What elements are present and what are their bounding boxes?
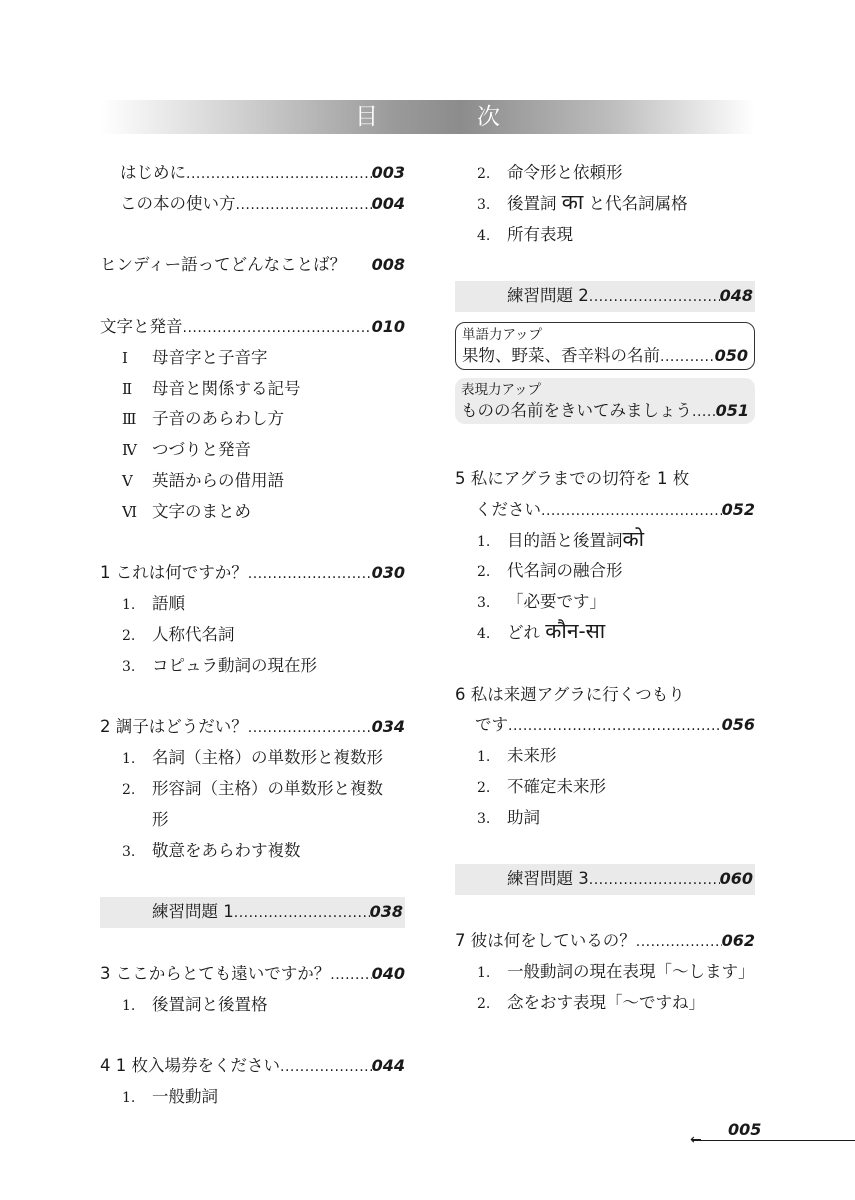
entry-page: 003 xyxy=(371,163,405,182)
toc-entry-moji[interactable] xyxy=(100,312,405,343)
toc-subitem[interactable]: 1. 一般動詞 xyxy=(122,1086,218,1106)
toc-subitem[interactable]: 2. 形容詞（主格）の単数形と複数 xyxy=(122,778,383,798)
page-number: 005 xyxy=(728,1120,762,1139)
toc-entry-chapter-4[interactable] xyxy=(100,1051,405,1082)
toc-subitem[interactable]: 2. 命令形と依頼形 xyxy=(477,163,623,182)
toc-entry-exercise-2[interactable] xyxy=(455,281,755,312)
entry-page: 051 xyxy=(715,400,749,420)
toc-subitem[interactable]: 2. 念をおす表現「～ですね」 xyxy=(477,992,705,1012)
toc-subitem[interactable]: Ⅱ 母音と関係する記号 xyxy=(122,378,301,398)
toc-subitem[interactable]: 1. 一般動詞の現在表現「～します」 xyxy=(477,961,755,981)
toc-box-expression[interactable] xyxy=(455,378,755,424)
toc-entry-chapter-5[interactable] xyxy=(455,495,755,526)
entry-page: 030 xyxy=(371,563,405,583)
entry-title: 7 彼は何をしているの？ xyxy=(455,930,636,950)
entry-title: です xyxy=(475,715,508,735)
toc-entry-chapter-1[interactable] xyxy=(100,558,405,589)
entry-title: ものの名前をきいてみましょう xyxy=(461,400,692,420)
toc-subitem[interactable]: Ⅵ 文字のまとめ xyxy=(122,501,251,521)
toc-right-column xyxy=(455,158,755,1018)
toc-entry-exercise-1[interactable] xyxy=(100,897,405,928)
entry-page: 010 xyxy=(371,316,405,336)
toc-subitem[interactable]: 1. 名詞（主格）の単数形と複数形 xyxy=(122,748,383,768)
toc-subitem[interactable]: 1. 後置詞と後置格 xyxy=(122,994,268,1014)
entry-title: 3 ここからとても遠いですか？ xyxy=(100,963,331,983)
entry-page: 044 xyxy=(371,1056,405,1076)
toc-subitem[interactable]: Ⅳ つづりと発音 xyxy=(122,440,251,460)
toc-entry-chapter-5-line1[interactable]: 5 私にアグラまでの切符を 1 枚 xyxy=(455,468,690,488)
entry-page: 050 xyxy=(714,345,748,365)
box-caption: 表現力アップ xyxy=(461,381,542,398)
toc-subitem[interactable]: Ⅰ 母音字と子音字 xyxy=(122,347,268,367)
box-caption: 単語力アップ xyxy=(462,326,543,343)
toc-entry-chapter-7[interactable] xyxy=(455,926,755,957)
toc-subitem[interactable]: 4. 所有表現 xyxy=(477,224,573,244)
toc-subitem[interactable]: 3. 後置詞 का と代名詞属格 xyxy=(477,189,688,214)
toc-subitem[interactable]: Ⅴ 英語からの借用語 xyxy=(122,470,284,490)
entry-page: 060 xyxy=(719,869,753,889)
entry-title: 練習問題 1 xyxy=(152,902,234,922)
hindi-text: को xyxy=(622,526,645,551)
toc-subitem-continuation: 形 xyxy=(152,809,169,829)
hindi-text: कौन-सा xyxy=(545,618,606,643)
arrow-left-icon: ← xyxy=(690,1132,702,1148)
toc-banner xyxy=(100,100,755,134)
toc-entry-exercise-3[interactable] xyxy=(455,864,755,895)
footer-rule xyxy=(692,1140,855,1141)
entry-page: 040 xyxy=(371,963,405,983)
toc-entry-hindi-intro[interactable] xyxy=(100,250,405,281)
toc-entry-chapter-6-line1[interactable]: 6 私は来週アグラに行くつもり xyxy=(455,684,685,704)
toc-subitem[interactable]: 3. 「必要です」 xyxy=(477,592,606,612)
toc-entry-hajimeni[interactable] xyxy=(100,158,405,189)
toc-subitem[interactable]: 3. コピュラ動詞の現在形 xyxy=(122,655,317,675)
hindi-text: का xyxy=(561,189,584,214)
toc-subitem[interactable]: 2. 代名詞の融合形 xyxy=(477,561,623,581)
entry-title: 果物、野菜、香辛料の名前 xyxy=(462,345,660,365)
toc-box-vocab[interactable] xyxy=(455,322,755,370)
toc-entry-chapter-2[interactable] xyxy=(100,712,405,743)
entry-page: 034 xyxy=(371,717,405,737)
toc-subitem[interactable]: 3. 助詞 xyxy=(477,807,540,827)
entry-page: 004 xyxy=(371,193,405,213)
toc-subitem[interactable]: 3. 敬意をあらわす複数 xyxy=(122,840,301,860)
entry-page: 048 xyxy=(719,286,753,306)
entry-title: 練習問題 2 xyxy=(507,286,589,306)
toc-entry-chapter-3[interactable] xyxy=(100,959,405,990)
entry-title: 練習問題 3 xyxy=(507,869,589,889)
entry-page: 052 xyxy=(721,499,755,519)
entry-title: 4 1 枚入場券をください xyxy=(100,1056,280,1076)
entry-title: この本の使い方 xyxy=(120,193,236,213)
toc-subitem[interactable]: 4. どれ कौन-सा xyxy=(477,618,606,643)
entry-page: 008 xyxy=(371,255,405,275)
entry-title: ください xyxy=(475,499,541,519)
toc-subitem[interactable]: Ⅲ 子音のあらわし方 xyxy=(122,409,284,429)
toc-subitem[interactable]: 1. 語順 xyxy=(122,594,185,614)
entry-title: ヒンディー語ってどんなことば？ xyxy=(100,255,347,275)
entry-title: 文字と発音 xyxy=(100,316,183,336)
toc-subitem[interactable]: 1. 未来形 xyxy=(477,746,557,766)
toc-subitem[interactable]: 2. 不確定未来形 xyxy=(477,776,606,796)
entry-page: 056 xyxy=(721,715,755,735)
toc-entry-howto[interactable] xyxy=(100,189,405,220)
toc-subitem[interactable]: 2. 人称代名詞 xyxy=(122,624,235,644)
entry-title: 1 これは何ですか？ xyxy=(100,563,248,583)
entry-page: 062 xyxy=(721,930,755,950)
toc-title: 目 次 xyxy=(355,104,538,130)
entry-title: はじめに xyxy=(120,163,186,182)
entry-title: 2 調子はどうだい？ xyxy=(100,717,248,737)
entry-page: 038 xyxy=(369,902,403,922)
toc-entry-chapter-6[interactable] xyxy=(455,710,755,741)
toc-subitem[interactable]: 1. 目的語と後置詞को xyxy=(477,526,645,551)
toc-left-column xyxy=(100,158,405,1113)
